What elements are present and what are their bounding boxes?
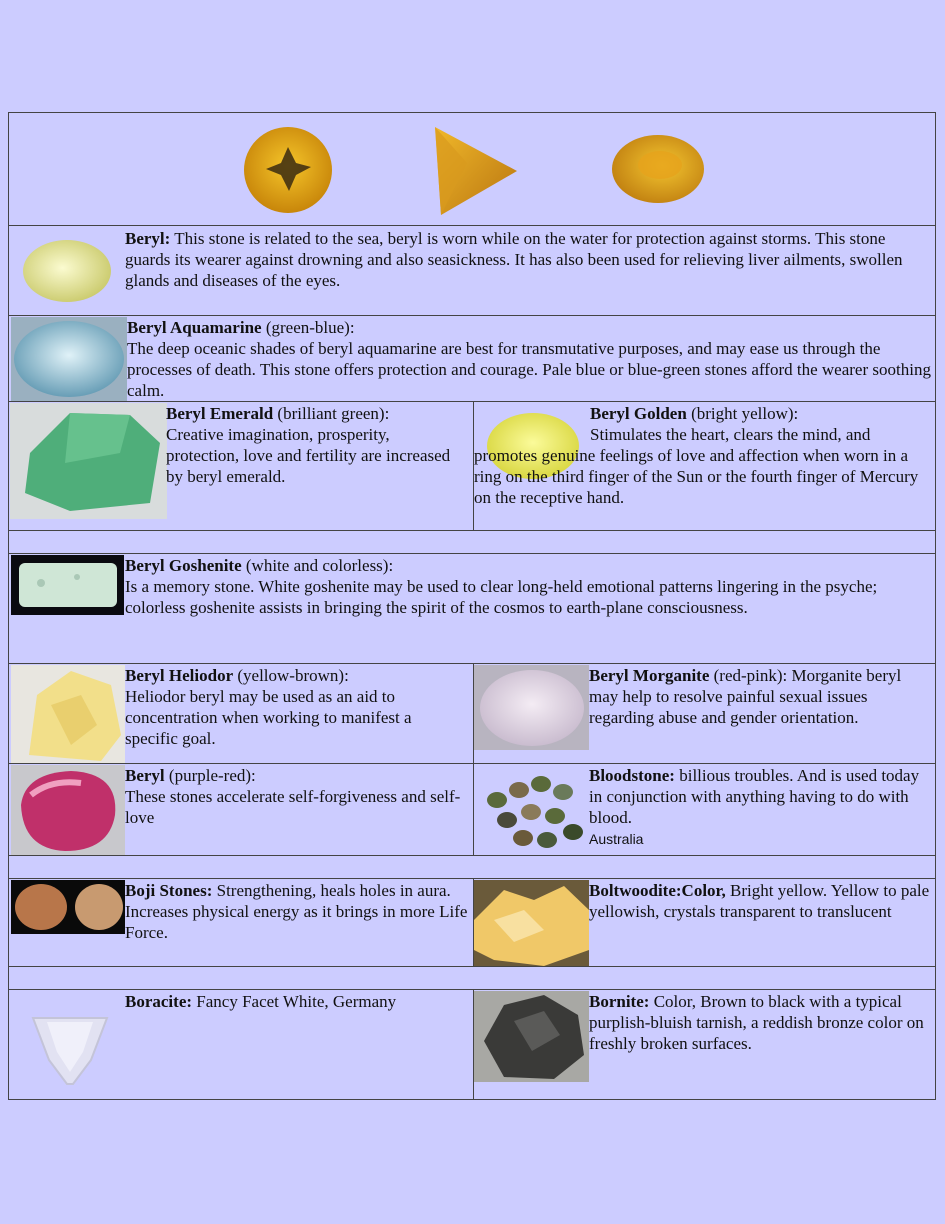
beryl-row bbox=[8, 226, 936, 316]
boltwoodite-image bbox=[474, 880, 589, 966]
emerald-image bbox=[10, 403, 167, 519]
spacer-row bbox=[8, 967, 936, 990]
emerald-text: Beryl Emerald (brilliant green): Creative imagination, prosperity, protection, love and fertility are increased by beryl emerald. bbox=[166, 404, 451, 486]
boracite-text: Boracite: Fancy Facet White, Germany bbox=[125, 992, 397, 1011]
goshenite-row bbox=[8, 554, 936, 664]
bloodstone-origin: Australia bbox=[589, 831, 644, 847]
aquamarine-row bbox=[8, 316, 936, 402]
bornite-text: Bornite: Color, Brown to black with a typical purplish-bluish tarnish, a reddish bronze color on freshly broken surfaces. bbox=[589, 992, 924, 1053]
boji-boltwoodite-row bbox=[8, 879, 936, 967]
boltwoodite-text: Boltwoodite:Color, Bright yellow. Yellow to pale yellowish, crystals transparent to translucent bbox=[589, 881, 930, 921]
purple-beryl-image bbox=[11, 765, 125, 855]
morganite-image bbox=[474, 665, 589, 750]
aquamarine-image bbox=[11, 317, 127, 401]
header-gems-row bbox=[8, 112, 936, 226]
heliodor-image bbox=[11, 665, 125, 763]
boracite-bornite-row bbox=[8, 990, 936, 1100]
round-yellow-gem-image bbox=[241, 125, 335, 215]
purple-bloodstone-row bbox=[8, 764, 936, 856]
beryl-text: Beryl: This stone is related to the sea, beryl is worn while on the water for protection against storms. This stone guards its wearer against drowning and also seasickness. It has also been used for relieving liver ailments, swollen glands and diseases of the eyes. bbox=[125, 229, 903, 290]
column-divider bbox=[473, 764, 474, 855]
purple-beryl-text: Beryl (purple-red): These stones accelerate self-forgiveness and self-love bbox=[125, 766, 461, 827]
trillion-yellow-gem-image bbox=[427, 123, 522, 218]
spacer-row bbox=[8, 531, 936, 554]
spacer-row bbox=[8, 856, 936, 879]
heliodor-text: Beryl Heliodor (yellow-brown): Heliodor beryl may be used as an aid to concentration when working to manifest a specific goal. bbox=[125, 666, 412, 748]
beryl-image bbox=[19, 238, 114, 304]
boji-text: Boji Stones: Strengthening, heals holes in aura. Increases physical energy as it brings in more Life Force. bbox=[125, 881, 468, 942]
boracite-image bbox=[27, 1000, 113, 1086]
oval-yellow-gem-image bbox=[610, 133, 706, 205]
heliodor-morganite-row bbox=[8, 664, 936, 764]
bloodstone-image bbox=[477, 768, 587, 852]
goshenite-text: Beryl Goshenite (white and colorless): Is a memory stone. White goshenite may be used to clear long-held emotional patterns lingering in the psyche; colorless goshenite assists in bringing the spirit of the cosmos to earth-plane consciousness. bbox=[125, 556, 878, 617]
morganite-text: Beryl Morganite (red-pink): Morganite beryl may help to resolve painful sexual issues regarding abuse and gender orientation. bbox=[589, 666, 902, 727]
bornite-image bbox=[474, 991, 589, 1082]
golden-text: Beryl Golden (bright yellow): Stimulates the heart, clears the mind, and promotes genuine feelings of love and affection when worn in a ring on the third finger of the Sun or the fourth finger of Mercury on the receptive hand. bbox=[474, 404, 919, 507]
boji-image bbox=[11, 880, 125, 934]
bloodstone-text: Bloodstone: billious troubles. And is used today in conjunction with anything having to do with blood. Australia bbox=[589, 766, 920, 847]
goshenite-image bbox=[11, 555, 124, 615]
emerald-golden-row bbox=[8, 402, 936, 531]
aquamarine-text: Beryl Aquamarine (green-blue): The deep oceanic shades of beryl aquamarine are best for transmutative purposes, and may ease us through the processes of death. This stone offers protection and courage. Pale blue or blue-green stones afford the wearer soothing calm. bbox=[127, 318, 931, 400]
